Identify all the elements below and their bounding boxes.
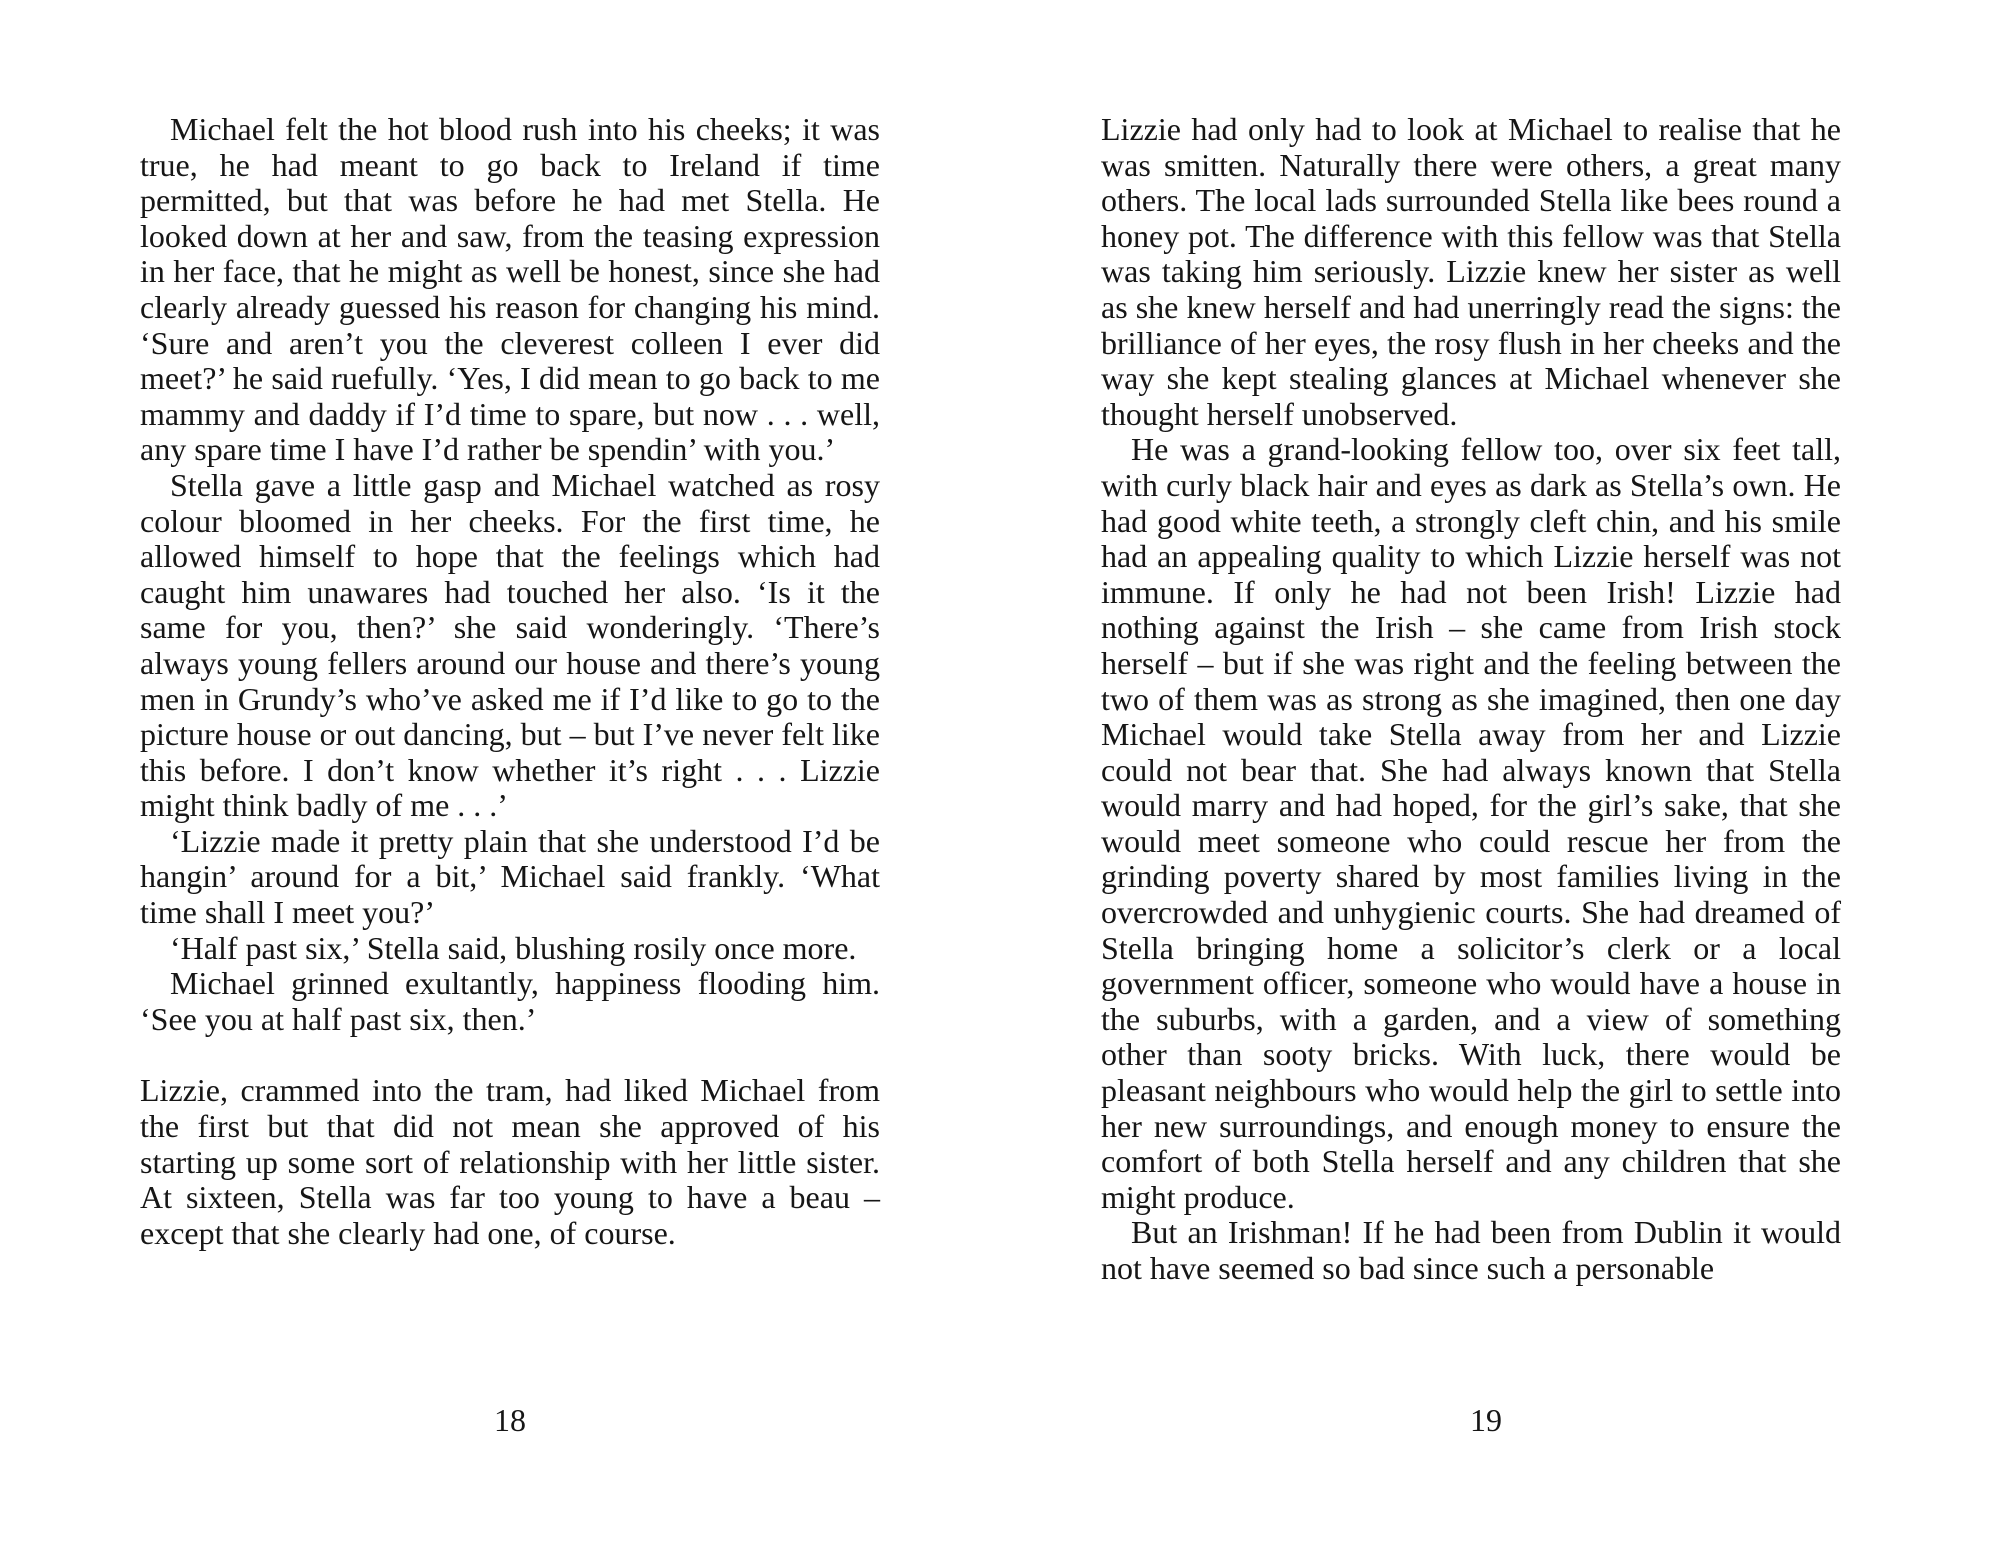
paragraph: But an Irishman! If he had been from Dublin it would not have seemed so bad since such a personable — [1101, 1214, 1841, 1286]
right-page — [1101, 112, 1841, 1287]
paragraph: Michael felt the hot blood rush into his cheeks; it was true, he had meant to go back to Ireland if time permitted, but that was before he had met Stella. He looked down at her and saw, from the teasing expression in her face, that he might as well be honest, since she had clearly already guessed his reason for changing his mind. ‘Sure and aren’t you the cleverest colleen I ever did meet?’ he said ruefully. ‘Yes, I did mean to go back to me mammy and daddy if I’d time to spare, but now . . . well, any spare time I have I’d rather be spendin’ with you.’ — [140, 111, 880, 468]
page-number: 19 — [1470, 1402, 1502, 1438]
left-page — [140, 112, 880, 1251]
paragraph: ‘Lizzie made it pretty plain that she understood I’d be hangin’ around for a bit,’ Michael said frankly. ‘What time shall I meet you?’ — [140, 822, 880, 931]
paragraph: Michael grinned exultantly, happiness flooding him. ‘See you at half past six, then.’ — [140, 965, 880, 1037]
page-number: 18 — [494, 1402, 526, 1438]
paragraph: He was a grand-looking fellow too, over six feet tall, with curly black hair and eyes as dark as Stella’s own. He had good white teeth, a strongly cleft chin, and his smile had an appealing quality to which Lizzie herself was not immune. If only he had not been Irish! Lizzie had nothing against the Irish – she came from Irish stock herself – but if she was right and the feeling between the two of them was as strong as she imagined, then one day Michael would take Stella away from her and Lizzie could not bear that. She had always known that Stella would marry and had hoped, for the girl’s sake, that she would meet someone who could rescue her from the grinding poverty shared by most families living in the overcrowded and unhygienic courts. She had dreamed of Stella bringing home a solicitor’s clerk or a local government officer, someone who would have a house in the suburbs, with a garden, and a view of something other than sooty bricks. With luck, there would be pleasant neighbours who would help the girl to settle into her new surroundings, and enough money to ensure the comfort of both Stella herself and any children that she might produce. — [1101, 431, 1841, 1215]
paragraph: Lizzie, crammed into the tram, had liked Michael from the first but that did not mean she approved of his starting up some sort of relationship with her little sister. At sixteen, Stella was far too young to have a beau – except that she clearly had one, of course. — [140, 1072, 880, 1251]
paragraph: Lizzie had only had to look at Michael to realise that he was smitten. Naturally there were others, a great many others. The local lads surrounded Stella like bees round a honey pot. The difference with this fellow was that Stella was taking him seriously. Lizzie knew her sister as well as she knew herself and had unerringly read the signs: the brilliance of her eyes, the rosy flush in her cheeks and the way she kept stealing glances at Michael whenever she thought herself unobserved. — [1101, 111, 1841, 432]
paragraph: Stella gave a little gasp and Michael watched as rosy colour bloomed in her cheeks. For the first time, he allowed himself to hope that the feelings which had caught him unawares had touched her also. ‘Is it the same for you, then?’ she said wonderingly. ‘There’s always young fellers around our house and there’s young men in Grundy’s who’ve asked me if I’d like to go to the picture house or out dancing, but – but I’ve never felt like this before. I don’t know whether it’s right . . . Lizzie might think badly of me . . .’ — [140, 466, 880, 824]
paragraph: ‘Half past six,’ Stella said, blushing rosily once more. — [170, 929, 857, 966]
